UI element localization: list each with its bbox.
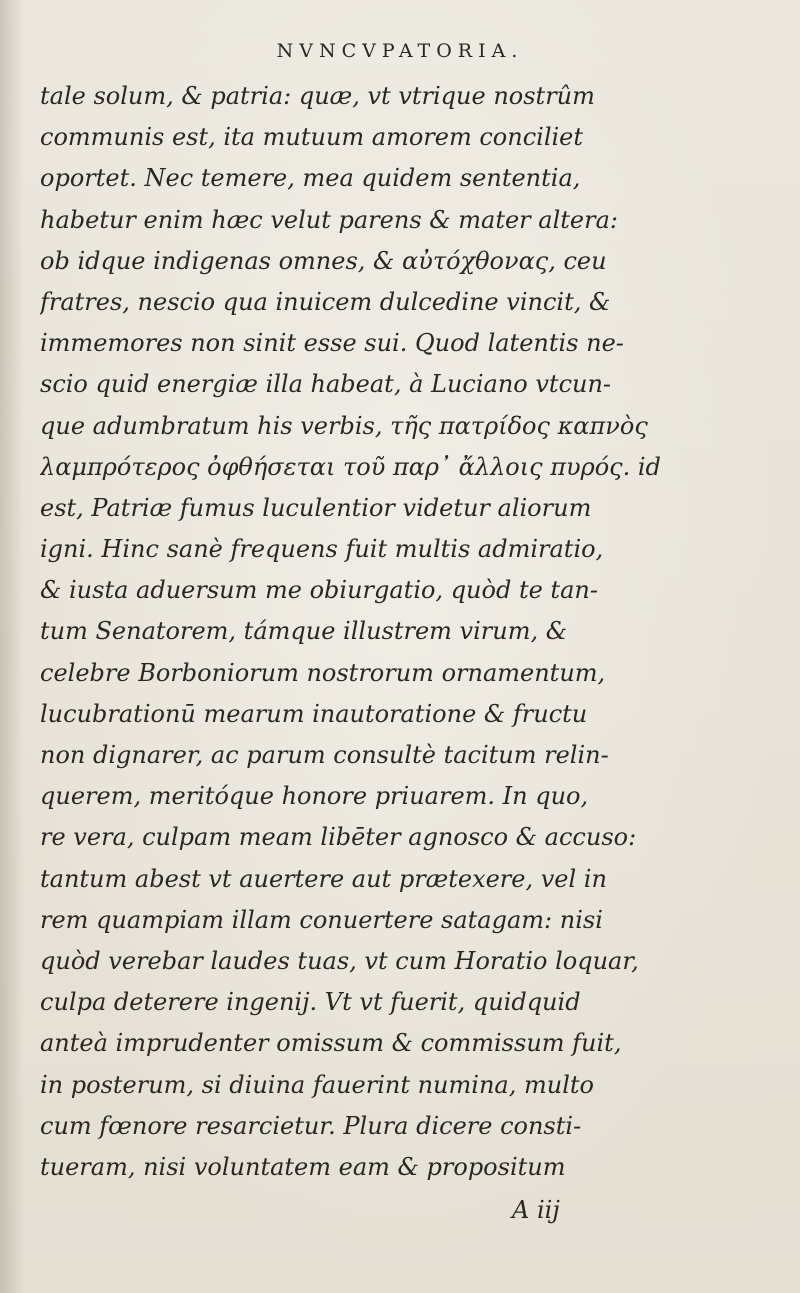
- text-line: scio quid energiæ illa habeat, à Luciano vtcun-: [40, 370, 612, 399]
- running-head: NVNCVPATORIA.: [276, 40, 524, 62]
- text-line: fratres, nescio qua inuicem dulcedine vincit, &: [40, 287, 611, 316]
- text-line: habetur enim hæc velut parens & mater altera:: [40, 205, 618, 234]
- text-line: anteà imprudenter omissum & commissum fuit,: [40, 1029, 622, 1058]
- text-line: communis est, ita mutuum amorem conciliet: [40, 123, 584, 152]
- text-block: [40, 76, 770, 1188]
- text-line: est, Patriæ fumus luculentior videtur aliorum: [40, 493, 592, 522]
- text-line: cum fœnore resarcietur. Plura dicere consti-: [40, 1111, 582, 1140]
- text-line: non dignarer, ac parum consultè tacitum relin-: [40, 741, 609, 769]
- text-line: re vera, culpam meam libēter agnosco & accuso:: [40, 823, 637, 852]
- text-line: in posterum, si diuina fauerint numina, multo: [40, 1070, 594, 1099]
- signature-mark: A iij: [512, 1196, 560, 1224]
- text-line: tantum abest vt auertere aut prætexere, vel in: [40, 864, 607, 893]
- text-line: tale solum, & patria: quæ, vt vtrique nostrûm: [40, 82, 595, 110]
- text-line: rem quampiam illam conuertere satagam: nisi: [40, 905, 603, 934]
- text-line: celebre Borboniorum nostrorum ornamentum,: [40, 658, 606, 687]
- text-line: immemores non sinit esse sui. Quod latentis ne-: [40, 329, 624, 358]
- text-line: quòd verebar laudes tuas, vt cum Horatio loquar,: [40, 946, 639, 975]
- text-line: culpa deterere ingenij. Vt vt fuerit, quidquid: [40, 988, 581, 1017]
- text-line: tum Senatorem, támque illustrem virum, &: [40, 617, 568, 646]
- text-line: que adumbratum his verbis, τῆς πατρίδος καπνὸς: [40, 411, 648, 440]
- text-line: λαμπρότερος ὀφθήσεται τοῦ παρ᾽ ἄλλοις πυρός. id: [40, 452, 661, 481]
- text-line: ob idque indigenas omnes, & αὐτόχθονας, ceu: [40, 246, 607, 275]
- text-line: lucubrationū mearum inautoratione & fructu: [40, 699, 588, 728]
- text-line: tueram, nisi voluntatem eam & propositum: [40, 1152, 566, 1181]
- text-line: oportet. Nec temere, mea quidem sententia,: [40, 164, 581, 193]
- text-line: querem, meritóque honore priuarem. In quo,: [40, 782, 589, 811]
- text-line: igni. Hinc sanè frequens fuit multis admiratio,: [40, 535, 604, 564]
- text-line: & iusta aduersum me obiurgatio, quòd te tan-: [40, 576, 598, 605]
- page-gutter-shadow: [0, 0, 24, 1293]
